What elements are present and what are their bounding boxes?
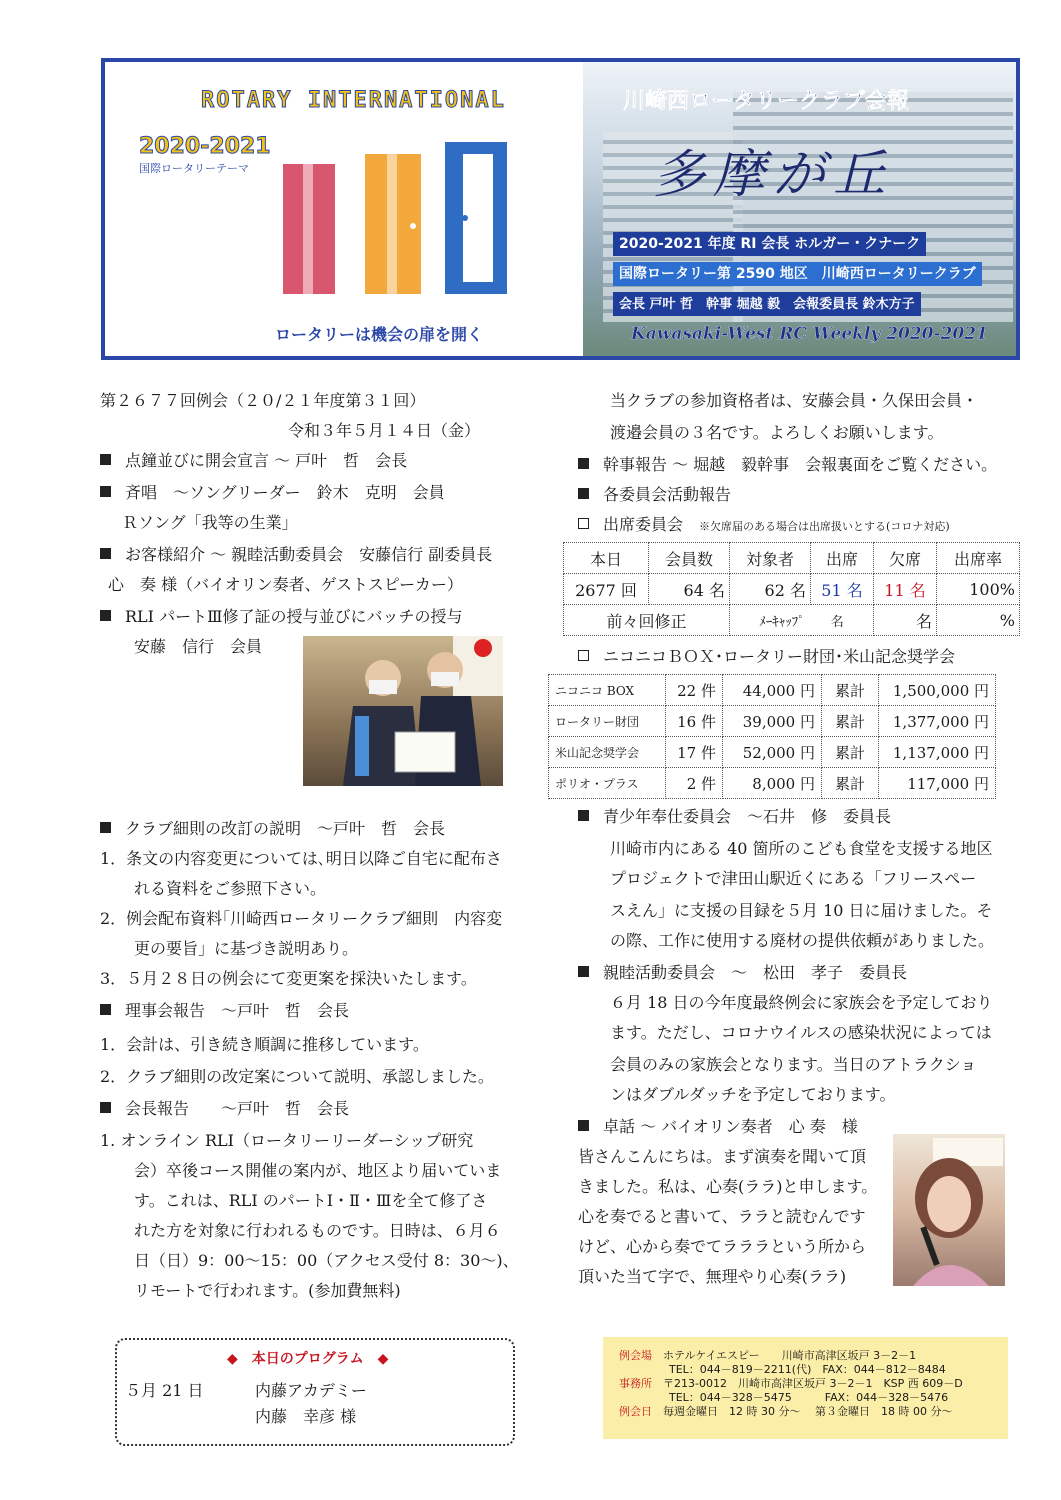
table-cell: 51 名 <box>811 574 874 605</box>
program-title: 本日のプログラム <box>251 1351 364 1367</box>
bullet-square <box>100 548 111 559</box>
table-row <box>564 543 1020 574</box>
table-cell: 1,137,000 円 <box>879 737 996 768</box>
table-row <box>549 768 996 799</box>
bylaws-1-cont: れる資料をご参照下さい。 <box>134 879 327 898</box>
info-text: ホテルケイエスピー 川崎市高津区坂戸 3－2－1 <box>663 1349 917 1362</box>
item-text: 卓話 ～ バイオリン奏者 心 奏 様 <box>603 1117 858 1136</box>
program-speaker: 内藤 幸彦 様 <box>255 1407 357 1426</box>
item-text: 出席委員会 <box>603 515 684 534</box>
newsletter-header <box>101 58 1020 360</box>
table-cell: 8,000 円 <box>723 768 822 799</box>
info-label: 例会日 <box>619 1405 652 1418</box>
bullet-square <box>578 1120 589 1131</box>
fellowship-text: ます。ただし、コロナウイルスの感染状況によっては <box>610 1023 992 1042</box>
youth-text: スえん」に支援の目録を５月 10 日に届けました。そ <box>610 901 993 920</box>
table-cell: 11 名 <box>874 574 937 605</box>
table-cell: 1,500,000 円 <box>879 675 996 706</box>
bullet-square <box>100 1004 111 1015</box>
info-label: 例会場 <box>619 1349 652 1362</box>
theme-tagline: ロータリーは機会の扉を開く <box>275 325 484 344</box>
table-cell: 米山記念奨学会 <box>549 737 666 768</box>
makeup-label: ﾒｰｷｬｯﾌﾟ <box>759 614 805 630</box>
table-header: 欠席 <box>874 543 937 574</box>
item-niconico <box>578 642 955 671</box>
item-text: 幹事報告 ～ 堀越 毅幹事 会報裏面をご覧ください。 <box>603 455 998 474</box>
open-doors-logo <box>265 134 525 314</box>
item-fellowship <box>578 958 907 987</box>
item-text: 各委員会活動報告 <box>603 485 732 504</box>
item-song <box>100 478 445 507</box>
table-row <box>549 706 996 737</box>
fellowship-text: ６月 18 日の今年度最終例会に家族会を予定しており <box>610 993 993 1012</box>
program-heading: ◆ 本日のプログラム ◆ <box>227 1351 389 1367</box>
ri-title: ROTARY INTERNATIONAL <box>201 88 506 113</box>
ri-president-line: 2020-2021 年度 RI 会長 ホルガー・クナーク <box>613 232 926 256</box>
item-bylaws <box>100 814 445 843</box>
bullet-square <box>578 488 589 499</box>
fellowship-text: 会員のみの家族会となります。当日のアトラクショ <box>610 1055 977 1074</box>
table-cell: 39,000 円 <box>723 706 822 737</box>
item-text: RLI パートⅢ修了証の授与並びにバッチの授与 <box>125 607 463 626</box>
item-text: 点鐘並びに開会宣言 ～ 戸叶 哲 会長 <box>125 451 408 470</box>
info-venue-tel: TEL：044－819－2211(代) FAX：044－812－8484 <box>669 1363 946 1376</box>
item-text: クラブ細則の改訂の説明 ～戸叶 哲 会長 <box>125 819 446 838</box>
youth-text: の際、工作に使用する廃材の提供依頼がありました。 <box>610 931 995 950</box>
item-secretary <box>578 450 997 479</box>
district-line: 国際ロータリー第 2590 地区 川崎西ロータリークラブ <box>613 262 982 286</box>
bylaws-3: 3．５月２８日の例会にて変更案を採決いたします。 <box>100 969 477 988</box>
table-cell: 2677 回 <box>564 574 649 605</box>
theme-year: 2020-2021 <box>139 134 271 159</box>
table-header: 出席率 <box>937 543 1020 574</box>
table-cell: 100% <box>937 574 1020 605</box>
item-opening <box>100 446 407 475</box>
table-header: 出席 <box>811 543 874 574</box>
bullet-square <box>100 486 111 497</box>
item-attendance <box>578 510 950 541</box>
bullet-square <box>578 966 589 977</box>
table-cell: 2 件 <box>666 768 723 799</box>
info-venue <box>619 1349 916 1363</box>
ri-theme-panel <box>105 62 583 356</box>
youth-text: 川崎市内にある 40 箇所のこども食堂を支援する地区 <box>610 839 993 858</box>
table-cell: 1,377,000 円 <box>879 706 996 737</box>
table-row <box>564 574 1020 605</box>
board-1: 1．会計は、引き続き順調に推移しています。 <box>100 1035 429 1054</box>
item-guests <box>100 540 492 569</box>
rli-member: 安藤 信行 会員 <box>134 637 263 656</box>
bullet-square <box>578 810 589 821</box>
item-rli <box>100 602 463 631</box>
president-1-cont: 日（日）9：00～15：00（アクセス受付 8：30～)、 <box>134 1251 519 1270</box>
bylaws-2: 2．例会配布資料｢川崎西ロータリークラブ細則 内容変 <box>100 909 503 928</box>
table-header: 会員数 <box>649 543 730 574</box>
eligible-members: 当クラブの参加資格者は、安藤会員・久保田会員・ <box>610 391 979 410</box>
table-cell: 17 件 <box>666 737 723 768</box>
table-cell: 累計 <box>822 706 879 737</box>
youth-text: プロジェクトで津田山駅近くにある「フリースペー <box>610 869 977 888</box>
info-office <box>619 1377 963 1391</box>
talk-text: けど、心から奏でてラララという所から <box>578 1237 867 1256</box>
bylaws-1: 1．条文の内容変更については､明日以降ご自宅に配布さ <box>100 849 502 868</box>
bullet-open-square <box>578 650 589 661</box>
item-text: お客様紹介 ～ 親睦活動委員会 安藤信行 副委員長 <box>125 545 493 564</box>
program-date: ５月 21 日 <box>125 1381 204 1400</box>
award-photo-people <box>303 636 503 786</box>
item-committees <box>578 480 731 509</box>
info-text: 〒213-0012 川崎市高津区坂戸 3－2－1 KSP 西 609－D <box>663 1377 963 1390</box>
bullet-square <box>100 1102 111 1113</box>
bullet-square <box>100 822 111 833</box>
eligible-members-cont: 渡邉会員の３名です。よろしくお願いします。 <box>610 423 944 442</box>
president-1-cont: す。これは、RLI のパートⅠ・Ⅱ・Ⅲを全て修了さ <box>134 1191 488 1210</box>
president-1-cont: れた方を対象に行われるものです。日時は、６月６ <box>134 1221 501 1240</box>
president-1-cont: リモートで行われます。(参加費無料) <box>134 1281 401 1300</box>
program-box <box>115 1338 515 1446</box>
table-cell: ロータリー財団 <box>549 706 666 737</box>
info-label: 事務所 <box>619 1377 652 1390</box>
makeup-unit: 名 <box>830 614 844 630</box>
table-cell: 22 件 <box>666 675 723 706</box>
attendance-table <box>563 542 1020 636</box>
talk-text: 頂いた当て字で、無理やり心奏(ララ) <box>578 1267 847 1286</box>
table-cell: 16 件 <box>666 706 723 737</box>
table-cell: % <box>937 605 1020 636</box>
item-youth <box>578 802 891 831</box>
donation-table <box>548 674 996 799</box>
item-text: 会長報告 ～戸叶 哲 会長 <box>125 1099 350 1118</box>
building-image-main <box>733 92 1013 322</box>
item-text: 青少年奉仕委員会 ～石井 修 委員長 <box>603 807 892 826</box>
table-cell: 累計 <box>822 768 879 799</box>
board-2: 2．クラブ細則の改定案について説明、承認しました。 <box>100 1067 494 1086</box>
item-text: 理事会報告 ～戸叶 哲 会長 <box>125 1001 350 1020</box>
table-row <box>549 737 996 768</box>
club-banner <box>583 62 1016 356</box>
table-cell: 64 名 <box>649 574 730 605</box>
talk-text: 皆さんこんにちは。まず演奏を聞いて頂 <box>578 1147 867 1166</box>
table-cell: ポリオ・プラス <box>549 768 666 799</box>
item-text: 親睦活動委員会 ～ 松田 孝子 委員長 <box>603 963 908 982</box>
president-1-cont: 会）卒後コース開催の案内が、地区より届いていま <box>134 1161 502 1180</box>
table-cell: 117,000 円 <box>879 768 996 799</box>
table-cell: 累計 <box>822 737 879 768</box>
theme-year-sub: 国際ロータリーテーマ <box>139 162 249 175</box>
item-president <box>100 1094 349 1123</box>
table-header: 対象者 <box>730 543 811 574</box>
table-cell: 62 名 <box>730 574 811 605</box>
attendance-note: ※欠席届のある場合は出席扱いとする(コロナ対応) <box>699 520 950 533</box>
info-office-tel: TEL：044－328－5475 FAX：044－328－5476 <box>669 1391 949 1404</box>
song-title: Ｒソング「我等の生業」 <box>122 513 298 532</box>
bullet-square <box>100 610 111 621</box>
fellowship-text: ンはダブルダッチを予定しております。 <box>610 1085 896 1104</box>
table-cell: ニコニコ BOX <box>549 675 666 706</box>
item-text: ニコニコＢＯＸ･ロータリー財団･米山記念奨学会 <box>603 647 956 666</box>
meeting-date: 令和３年５月１４日（金） <box>288 421 481 440</box>
item-board <box>100 996 349 1025</box>
bylaws-2-cont: 更の要旨」に基づき説明あり。 <box>134 939 359 958</box>
info-meeting-day <box>619 1405 952 1419</box>
table-cell: 累計 <box>822 675 879 706</box>
club-info-box <box>603 1337 1008 1439</box>
bullet-open-square <box>578 518 589 529</box>
talk-text: きました。私は、心奏(ララ)と申します。 <box>578 1177 878 1196</box>
item-text: 斉唱 ～ソングリーダー 鈴木 克明 会員 <box>125 483 445 502</box>
talk-text: 心を奏でると書いて、ララと読むんです <box>578 1207 866 1226</box>
table-cell: 名 <box>874 605 937 636</box>
item-talk <box>578 1112 858 1141</box>
table-cell <box>730 605 874 636</box>
speaker-photo-person <box>893 1134 1005 1286</box>
speaker-photo <box>893 1134 1005 1286</box>
program-speaker-org: 内藤アカデミー <box>255 1381 367 1400</box>
table-header: 本日 <box>564 543 649 574</box>
table-row <box>564 605 1020 636</box>
club-title: 川崎西ロータリークラブ会報 <box>623 89 910 114</box>
info-text: 毎週金曜日 12 時 30 分～ 第３金曜日 18 時 00 分～ <box>663 1405 953 1418</box>
officers-line: 会長 戸叶 哲 幹事 堀越 毅 会報委員長 鈴木方子 <box>613 292 921 316</box>
table-row <box>549 675 996 706</box>
award-photo <box>303 636 503 786</box>
meeting-number: 第２６７７回例会（２０/２１年度第３１回） <box>100 391 426 410</box>
bullet-square <box>578 458 589 469</box>
bullet-square <box>100 454 111 465</box>
table-cell: 52,000 円 <box>723 737 822 768</box>
weekly-title: Kawasaki-West RC Weekly 2020-2021 <box>631 324 988 344</box>
newsletter-calligraphy: 多摩が丘 <box>653 145 894 205</box>
guest-name: 心 奏 様（バイオリン奏者、ゲストスピーカー） <box>108 575 463 594</box>
table-cell: 前々回修正 <box>564 605 730 636</box>
president-1: 1. オンライン RLI（ロータリーリーダーシップ研究 <box>100 1131 474 1150</box>
table-cell: 44,000 円 <box>723 675 822 706</box>
